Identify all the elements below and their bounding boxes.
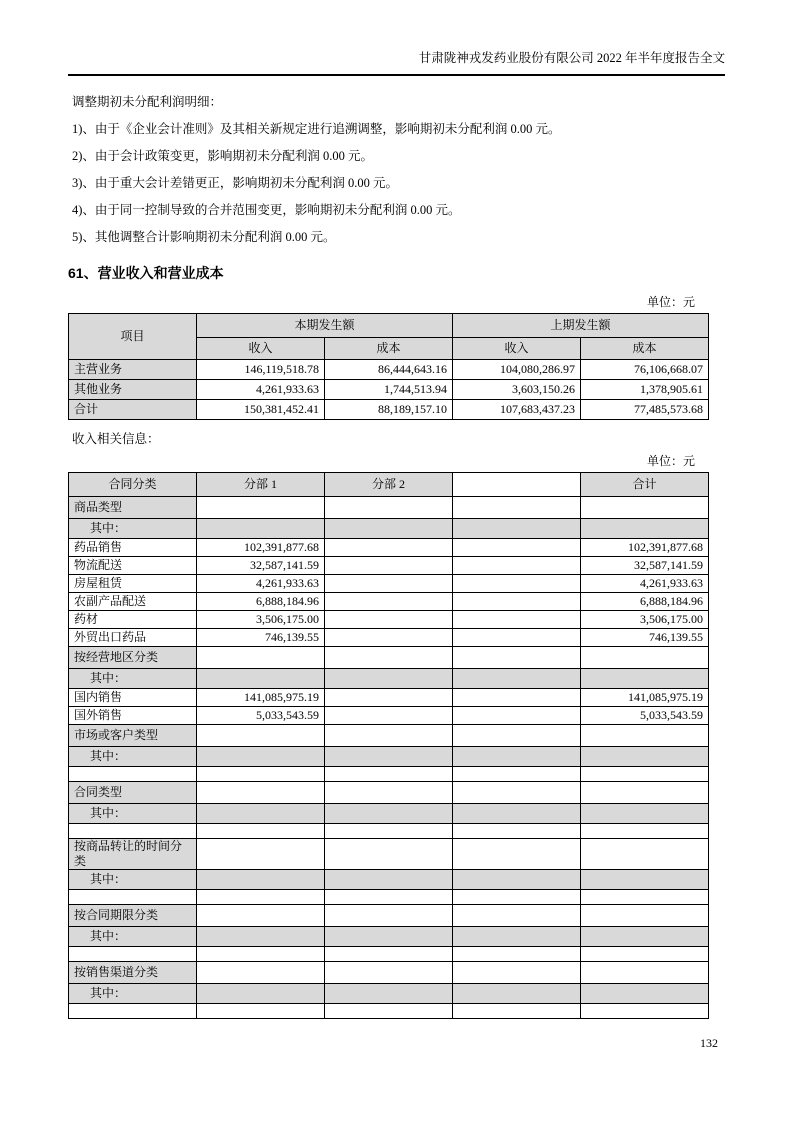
blank-cell: [325, 647, 453, 669]
blank-cell: [581, 804, 709, 824]
adjustment-detail-lead: 调整期初未分配利润明细：: [72, 95, 223, 109]
blank-cell: [581, 984, 709, 1004]
table2-row-data: [69, 539, 709, 557]
col-header-segment-1: 分部 1: [197, 473, 325, 497]
col-header-prior-period: 上期发生额: [453, 314, 709, 338]
amount-cell: 102,391,877.68: [197, 539, 325, 557]
amount-cell: [325, 539, 453, 557]
blank-cell: [453, 767, 581, 782]
blank-cell: [581, 839, 709, 870]
table2-row-empty: [69, 824, 709, 839]
table2-row-subheader: [69, 870, 709, 890]
section-label: 按商品转让的时间分类: [69, 839, 197, 870]
col-header-prior-income: 收入: [453, 338, 581, 360]
blank-cell: [453, 962, 581, 984]
col-header-current-cost: 成本: [325, 338, 453, 360]
subheader-label: 其中：: [69, 927, 197, 947]
amount-cell: 5,033,543.59: [197, 707, 325, 725]
amount-cell: 4,261,933.63: [197, 575, 325, 593]
blank-cell: [69, 890, 197, 905]
row-label: 药材: [69, 611, 197, 629]
amount-cell: 32,587,141.59: [581, 557, 709, 575]
blank-cell: [453, 804, 581, 824]
table1-body: [69, 360, 709, 420]
blank-cell: [197, 984, 325, 1004]
amount-cell: 4,261,933.63: [197, 380, 325, 400]
blank-cell: [581, 947, 709, 962]
blank-cell: [453, 984, 581, 1004]
table1-row: [69, 380, 709, 400]
table2-row-data: [69, 629, 709, 647]
adjustment-item-4: 4)、由于同一控制导致的合并范围变更，影响期初未分配利润 0.00 元。: [72, 203, 461, 217]
blank-cell: [581, 725, 709, 747]
col-header-total: 合计: [581, 473, 709, 497]
section-label: 按经营地区分类: [69, 647, 197, 669]
amount-cell: 746,139.55: [581, 629, 709, 647]
adjustment-item-2: 2)、由于会计政策变更，影响期初未分配利润 0.00 元。: [72, 149, 374, 163]
amount-cell: 104,080,286.97: [453, 360, 581, 380]
blank-cell: [197, 804, 325, 824]
table1-row: [69, 400, 709, 420]
amount-cell: 4,261,933.63: [581, 575, 709, 593]
blank-cell: [325, 804, 453, 824]
blank-cell: [453, 870, 581, 890]
row-label: 主营业务: [69, 360, 197, 380]
blank-cell: [197, 519, 325, 539]
table2-row-data: [69, 575, 709, 593]
blank-cell: [197, 890, 325, 905]
blank-cell: [197, 497, 325, 519]
table2-body: [69, 497, 709, 1019]
amount-cell: [453, 575, 581, 593]
blank-cell: [325, 669, 453, 689]
revenue-cost-table: [68, 313, 709, 420]
blank-cell: [581, 962, 709, 984]
blank-cell: [581, 497, 709, 519]
table2-row-subheader: [69, 804, 709, 824]
blank-cell: [197, 782, 325, 804]
amount-cell: [453, 557, 581, 575]
col-header-item: 项目: [69, 314, 197, 360]
table2-row-data: [69, 611, 709, 629]
table2-row-section: [69, 782, 709, 804]
blank-cell: [325, 747, 453, 767]
table2-row-empty: [69, 767, 709, 782]
blank-cell: [325, 870, 453, 890]
table2-header-row: [69, 473, 709, 497]
amount-cell: 746,139.55: [197, 629, 325, 647]
adjustment-item-5: 5)、其他调整合计影响期初未分配利润 0.00 元。: [72, 230, 336, 244]
report-header-title: 甘肃陇神戎发药业股份有限公司 2022 年半年度报告全文: [418, 51, 725, 65]
blank-cell: [197, 767, 325, 782]
blank-cell: [453, 839, 581, 870]
blank-cell: [453, 824, 581, 839]
row-label: 国内销售: [69, 689, 197, 707]
blank-cell: [325, 1004, 453, 1019]
blank-cell: [581, 1004, 709, 1019]
blank-cell: [325, 890, 453, 905]
blank-cell: [325, 767, 453, 782]
revenue-breakdown-table: [68, 472, 709, 1019]
blank-cell: [325, 947, 453, 962]
amount-cell: 102,391,877.68: [581, 539, 709, 557]
blank-cell: [325, 725, 453, 747]
amount-cell: [325, 707, 453, 725]
col-header-blank: [453, 473, 581, 497]
blank-cell: [453, 647, 581, 669]
section-label: 市场或客户类型: [69, 725, 197, 747]
blank-cell: [581, 519, 709, 539]
blank-cell: [197, 839, 325, 870]
revenue-info-label: 收入相关信息：: [72, 432, 160, 446]
blank-cell: [69, 767, 197, 782]
amount-cell: 3,603,150.26: [453, 380, 581, 400]
unit-label-2: 单位：元: [646, 454, 695, 468]
subheader-label: 其中：: [69, 747, 197, 767]
blank-cell: [325, 824, 453, 839]
page-content: [68, 90, 709, 1019]
blank-cell: [453, 519, 581, 539]
blank-cell: [581, 890, 709, 905]
amount-cell: 1,378,905.61: [581, 380, 709, 400]
blank-cell: [197, 927, 325, 947]
table2-row-data: [69, 593, 709, 611]
col-header-current-income: 收入: [197, 338, 325, 360]
blank-cell: [197, 725, 325, 747]
blank-cell: [197, 947, 325, 962]
table1-row: [69, 360, 709, 380]
amount-cell: 86,444,643.16: [325, 360, 453, 380]
table2-row-data: [69, 557, 709, 575]
blank-cell: [69, 824, 197, 839]
blank-cell: [197, 1004, 325, 1019]
blank-cell: [581, 905, 709, 927]
blank-cell: [581, 782, 709, 804]
amount-cell: 76,106,668.07: [581, 360, 709, 380]
amount-cell: [325, 689, 453, 707]
table2-row-section: [69, 905, 709, 927]
amount-cell: [325, 575, 453, 593]
amount-cell: [453, 539, 581, 557]
amount-cell: 3,506,175.00: [197, 611, 325, 629]
amount-cell: 6,888,184.96: [581, 593, 709, 611]
blank-cell: [325, 984, 453, 1004]
amount-cell: [453, 689, 581, 707]
row-label: 物流配送: [69, 557, 197, 575]
table2-row-data: [69, 707, 709, 725]
subheader-label: 其中：: [69, 870, 197, 890]
amount-cell: [325, 611, 453, 629]
section-label: 合同类型: [69, 782, 197, 804]
blank-cell: [453, 890, 581, 905]
amount-cell: 32,587,141.59: [197, 557, 325, 575]
table2-row-subheader: [69, 519, 709, 539]
blank-cell: [197, 647, 325, 669]
blank-cell: [325, 839, 453, 870]
amount-cell: 141,085,975.19: [197, 689, 325, 707]
blank-cell: [69, 1004, 197, 1019]
amount-cell: 88,189,157.10: [325, 400, 453, 420]
subheader-label: 其中：: [69, 804, 197, 824]
row-label: 药品销售: [69, 539, 197, 557]
blank-cell: [453, 725, 581, 747]
section-label: 按销售渠道分类: [69, 962, 197, 984]
blank-cell: [325, 927, 453, 947]
blank-cell: [325, 497, 453, 519]
subheader-label: 其中：: [69, 984, 197, 1004]
table2-row-subheader: [69, 927, 709, 947]
amount-cell: [453, 611, 581, 629]
blank-cell: [325, 905, 453, 927]
amount-cell: 6,888,184.96: [197, 593, 325, 611]
table2-row-section: [69, 497, 709, 519]
table2-row-subheader: [69, 984, 709, 1004]
blank-cell: [453, 747, 581, 767]
blank-cell: [581, 647, 709, 669]
blank-cell: [197, 870, 325, 890]
table2-row-section: [69, 962, 709, 984]
blank-cell: [453, 782, 581, 804]
table2-row-section: [69, 725, 709, 747]
amount-cell: 77,485,573.68: [581, 400, 709, 420]
col-header-current-period: 本期发生额: [197, 314, 453, 338]
table2-row-subheader: [69, 669, 709, 689]
row-label: 合计: [69, 400, 197, 420]
section-title-revenue-cost: 61、营业收入和营业成本: [68, 265, 224, 281]
unit-label-1: 单位：元: [646, 295, 695, 309]
page-number: 132: [700, 1036, 718, 1050]
blank-cell: [581, 669, 709, 689]
section-label: 商品类型: [69, 497, 197, 519]
table2-row-empty: [69, 1004, 709, 1019]
amount-cell: [325, 593, 453, 611]
section-label: 按合同期限分类: [69, 905, 197, 927]
row-label: 房屋租赁: [69, 575, 197, 593]
adjustment-item-1: 1)、由于《企业会计准则》及其相关新规定进行追溯调整，影响期初未分配利润 0.00 元。: [72, 122, 561, 136]
amount-cell: 141,085,975.19: [581, 689, 709, 707]
amount-cell: 107,683,437.23: [453, 400, 581, 420]
blank-cell: [581, 870, 709, 890]
blank-cell: [197, 824, 325, 839]
amount-cell: 146,119,518.78: [197, 360, 325, 380]
adjustment-item-3: 3)、由于重大会计差错更正，影响期初未分配利润 0.00 元。: [72, 176, 399, 190]
blank-cell: [453, 905, 581, 927]
table2-row-empty: [69, 890, 709, 905]
col-header-contract-class: 合同分类: [69, 473, 197, 497]
amount-cell: [453, 707, 581, 725]
amount-cell: 5,033,543.59: [581, 707, 709, 725]
blank-cell: [325, 519, 453, 539]
page-footer: [700, 1036, 718, 1051]
blank-cell: [581, 824, 709, 839]
blank-cell: [197, 905, 325, 927]
blank-cell: [581, 927, 709, 947]
table2-row-section: [69, 647, 709, 669]
row-label: 其他业务: [69, 380, 197, 400]
blank-cell: [325, 962, 453, 984]
blank-cell: [453, 927, 581, 947]
blank-cell: [197, 669, 325, 689]
blank-cell: [69, 947, 197, 962]
blank-cell: [325, 782, 453, 804]
col-header-segment-2: 分部 2: [325, 473, 453, 497]
col-header-prior-cost: 成本: [581, 338, 709, 360]
table2-row-section: [69, 839, 709, 870]
table2-row-subheader: [69, 747, 709, 767]
table1-header-row-1: [69, 314, 709, 338]
blank-cell: [453, 497, 581, 519]
amount-cell: [325, 629, 453, 647]
table2-row-data: [69, 689, 709, 707]
subheader-label: 其中：: [69, 519, 197, 539]
amount-cell: [453, 629, 581, 647]
page-header: [68, 50, 725, 76]
amount-cell: 3,506,175.00: [581, 611, 709, 629]
amount-cell: [325, 557, 453, 575]
amount-cell: 1,744,513.94: [325, 380, 453, 400]
blank-cell: [197, 962, 325, 984]
table2-row-empty: [69, 947, 709, 962]
blank-cell: [453, 669, 581, 689]
blank-cell: [197, 747, 325, 767]
blank-cell: [581, 747, 709, 767]
blank-cell: [581, 767, 709, 782]
blank-cell: [453, 1004, 581, 1019]
row-label: 外贸出口药品: [69, 629, 197, 647]
amount-cell: [453, 593, 581, 611]
subheader-label: 其中：: [69, 669, 197, 689]
row-label: 国外销售: [69, 707, 197, 725]
blank-cell: [453, 947, 581, 962]
row-label: 农副产品配送: [69, 593, 197, 611]
amount-cell: 150,381,452.41: [197, 400, 325, 420]
